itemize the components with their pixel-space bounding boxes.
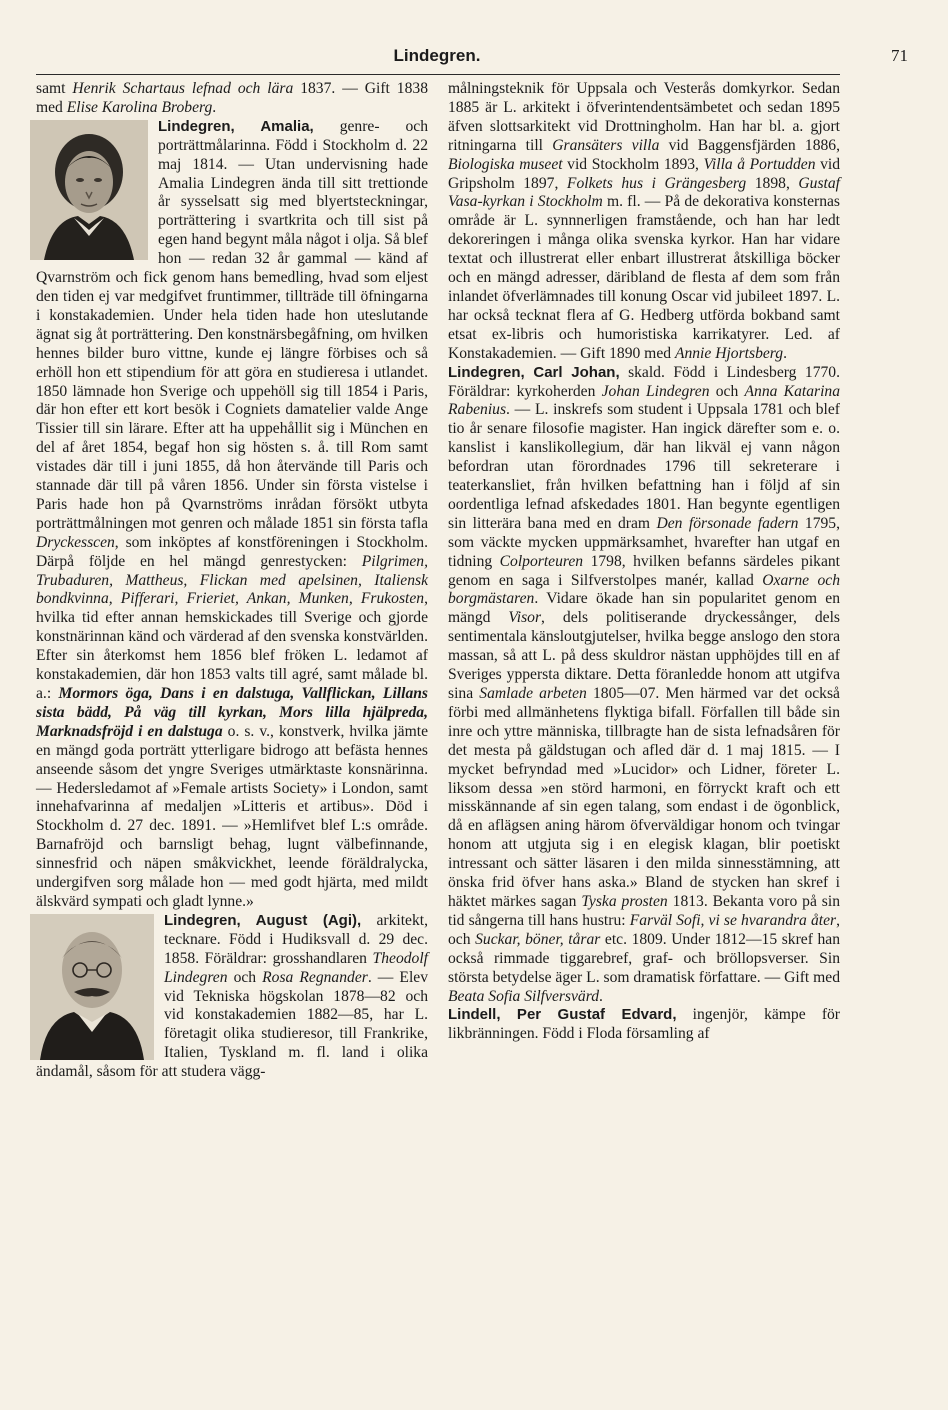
headword-carl-johan: Lindegren, Carl Johan, [448, 363, 620, 381]
entry-carl-johan-lindegren: Lindegren, Carl Johan, skald. Född i Lindesberg 1770. Föräldrar: kyrkoherden Johan Lindegren och Anna Katarina Rabenius. — L. inskrefs som student i Uppsala 1781 och blef tio år senare filosofie magister. Han ingick därefter som e. o. kanslist i kanslikollegium, där han likväl ej vann någon befordran utan förordnades 1796 till sekreterare i teaterkansliet, från hvilken befattning han i följd af sin oordentliga lefnad afskedades 1801. Han begynte egentligen sin litterära bana med en dram Den försonade fadern 1795, som väckte mycken uppmärksamhet, hvarefter han utgaf en tidning Colporteuren 1798, hvilken befanns särdeles pikant genom en saga i Silfverstolpes manér, kallad Oxarne och borgmästaren. Vidare ökade han sin popularitet genom en mängd Visor, dels politiserande dryckessånger, dels sentimentala känsloutgjutelser, hvilka begge anslogo den stora massan, så att L. på dess skuldror nästan upphöjdes till en af Sveriges yppersta diktare. Detta föranledde honom att utgifva sina Samlade arbeten 1805—07. Men härmed var det också förbi med allmänhetens flyktiga bifall. Förfallen till både sin inre och yttre människa, tillbragte han de sista lefnadsåren för det mesta på gäldstugan och afled där d. 1 maj 1815. — I mycket befryndad med »Lucidor» och Lidner, företer L. liksom dessa »en störd harmoni, en förryckt kraft och ett misskännande af sin egen talang, som endast i de ögonblick, då en aflägsen aning härom öfverväldigar honom och tvingar honom att utgjuta sig i en elegisk klagan, blir poetiskt intressant och sätter läsaren i den milda sinnesstämning, att önska frid öfver hans aska.» Bland de stycken han skref i häktet märkes sagan Tyska prosten 1813. Bekanta voro på sin tid sångerna till hans hustru: Farväl Sofi, vi se hvarandra åter, och Suckar, böner, tårar etc. 1809. Under 1812—15 skref han också rimmade tiggarebref, graf- och bröllopsverser. Sin största betydelse äger L. som dramatisk författare. — Gift med Beata Sofia Silfversvärd. [448, 363, 841, 1005]
headword-amalia: Lindegren, Amalia, [158, 117, 314, 135]
portrait-woman-image [30, 120, 148, 260]
portrait-august [30, 914, 154, 1060]
continuation-august: målningsteknik för Uppsala och Vesterås domkyrkor. Sedan 1885 är L. arkitekt i öfverintendentsämbetet och sedan 1895 äfven slottsarkitekt vid Drottningholm. Han har bl. a. gjort ritningarna till Gransäters villa vid Baggensfjärden 1886, Biologiska museet vid Stockholm 1893, Villa å Portudden vid Gripsholm 1897, Folkets hus i Grängesberg 1898, Gustaf Vasa-kyrkan i Stockholm m. fl. — På de dekorativa konsternas område är L. synnnerligen framstående, och han har ledt dekoreringen i många olika svenska kyrkor. Han har vidare textat och illustrerat eller enbart illustrerat åtskilliga böcker och en mängd adresser, däribland de flesta af dem som från inlandet öfverlämnades till konung Oscar vid jubileet 1897. L. har också tecknat flera af G. Hedberg utförda bokband samt etsat ex-libris och humoristiska karrikatyrer. Led. af Konstakademien. — Gift 1890 med Annie Hjortsberg. [448, 80, 841, 362]
headword-august: Lindegren, August (Agi), [164, 911, 362, 929]
page-header [36, 46, 908, 72]
entry-amalia-lindegren: Lindegren, Amalia, genre- och porträttmålarinna. Född i Stockholm d. 22 maj 1814. — Utan undervisning hade Amalia Lindegren ända till sitt trettionde år sysselsatt sig med blyertsteckningar, porträttering i svartkrita och till sist på egen hand begynt måla något i olja. Så blef hon — redan 32 år gammal — känd af Qvarnström och fick genom hans bemedling, hvad som eljest den tiden ej var medgifvet fruntimmer, tillträde till öfningarna i konstakademien. Under hela tiden hade hon uteslutande ägnat sig åt porträttering. Den konstnärsbegåfning, om hvilken hennes bilder buro vittne, kunde ej längre förbises och så erhöll hon ett stipendium för att göra en studieresa i utlandet. 1850 lämnade hon Sverige och uppehöll sig till 1854 i Paris, där hon efter ett kort besök i Cogniets damatelier valde Ange Tissier till sin lärare. Efter att ha uppehållit sig i München en del af året 1854, begaf hon sig hösten s. å. till Rom samt vistades där till i juni 1855, då hon återvände till Paris och stannade där till på våren 1856. Under sin första vistelse i Paris hade hon på Qvarnströms inrådan försökt utbyta porträttmålningen mot genren och målade 1851 sin första tafla Dryckesscen, som inköptes af konstföreningen i Stockholm. Därpå följde en hel mängd genrestycken: Pilgrimen, Trubaduren, Mattheus, Flickan med apelsinen, Italiensk bondkvinna, Pifferari, Frieriet, Ankan, Munken, Frukosten, hvilka tid efter annan hemskickades till Sverige och gjorde konstnärinnan känd och värderad af den svenska konstvärlden. Efter sin återkomst hem 1856 blef fröken L. ledamot af konstakademien, där hon 1853 valts till agré, samt målade bl. a.: Mormors öga, Dans i en dalstuga, Vallflickan, Lillans sista bädd, På väg till kyrkan, Mors lilla hjälpreda, Marknadsfröjd i en dalstuga o. s. v., konstverk, hvilka jämte en mängd goda porträtt ytterligare bidrogo att befästa hennes anseende såsom det yngre Sveriges utmärktaste konsnärinna. — Hedersledamot af »Female artists Society» i London, samt innehafvarinna af medaljen »Litteris et artibus». Död i Stockholm d. 27 dec. 1891. — »Hemlifvet blef L:s område. Barnafröjd och barnsligt behag, lugnt välbefinnande, sinnesfrid och näpen småkvickhet, leende föräldralycka, undergifven sorg målade hon — med godt hjärta, med mildt älskvärd sympati och gladt lynne.» [36, 118, 428, 912]
left-column [36, 80, 428, 1082]
running-title: Lindegren. [393, 46, 481, 65]
right-column [448, 80, 840, 1044]
portrait-man-image [30, 914, 154, 1060]
continuation-paragraph: samt Henrik Schartaus lefnad och lära 1837. — Gift 1838 med Elise Karolina Broberg. [36, 80, 428, 116]
page-number: 71 [891, 46, 908, 65]
headword-lindell: Lindell, Per Gustaf Edvard, [448, 1006, 677, 1024]
header-rule [36, 74, 840, 75]
entry-august-lindegren: Lindegren, August (Agi), arkitekt, tecknare. Född i Hudiksvall d. 29 dec. 1858. Föräldrar: grosshandlaren Theodolf Lindegren och Rosa Regnander. — Elev vid Tekniska högskolan 1878—82 och vid konstakademien 1882—85, har L. företagit olika studieresor, till Frankrike, Italien, Tyskland m. fl. land i olika ändamål, såsom för att studera vägg- [36, 912, 428, 1082]
portrait-amalia [30, 120, 148, 260]
entry-lindell: Lindell, Per Gustaf Edvard, ingenjör, kämpe för likbränningen. Född i Floda församling af [448, 1006, 840, 1043]
